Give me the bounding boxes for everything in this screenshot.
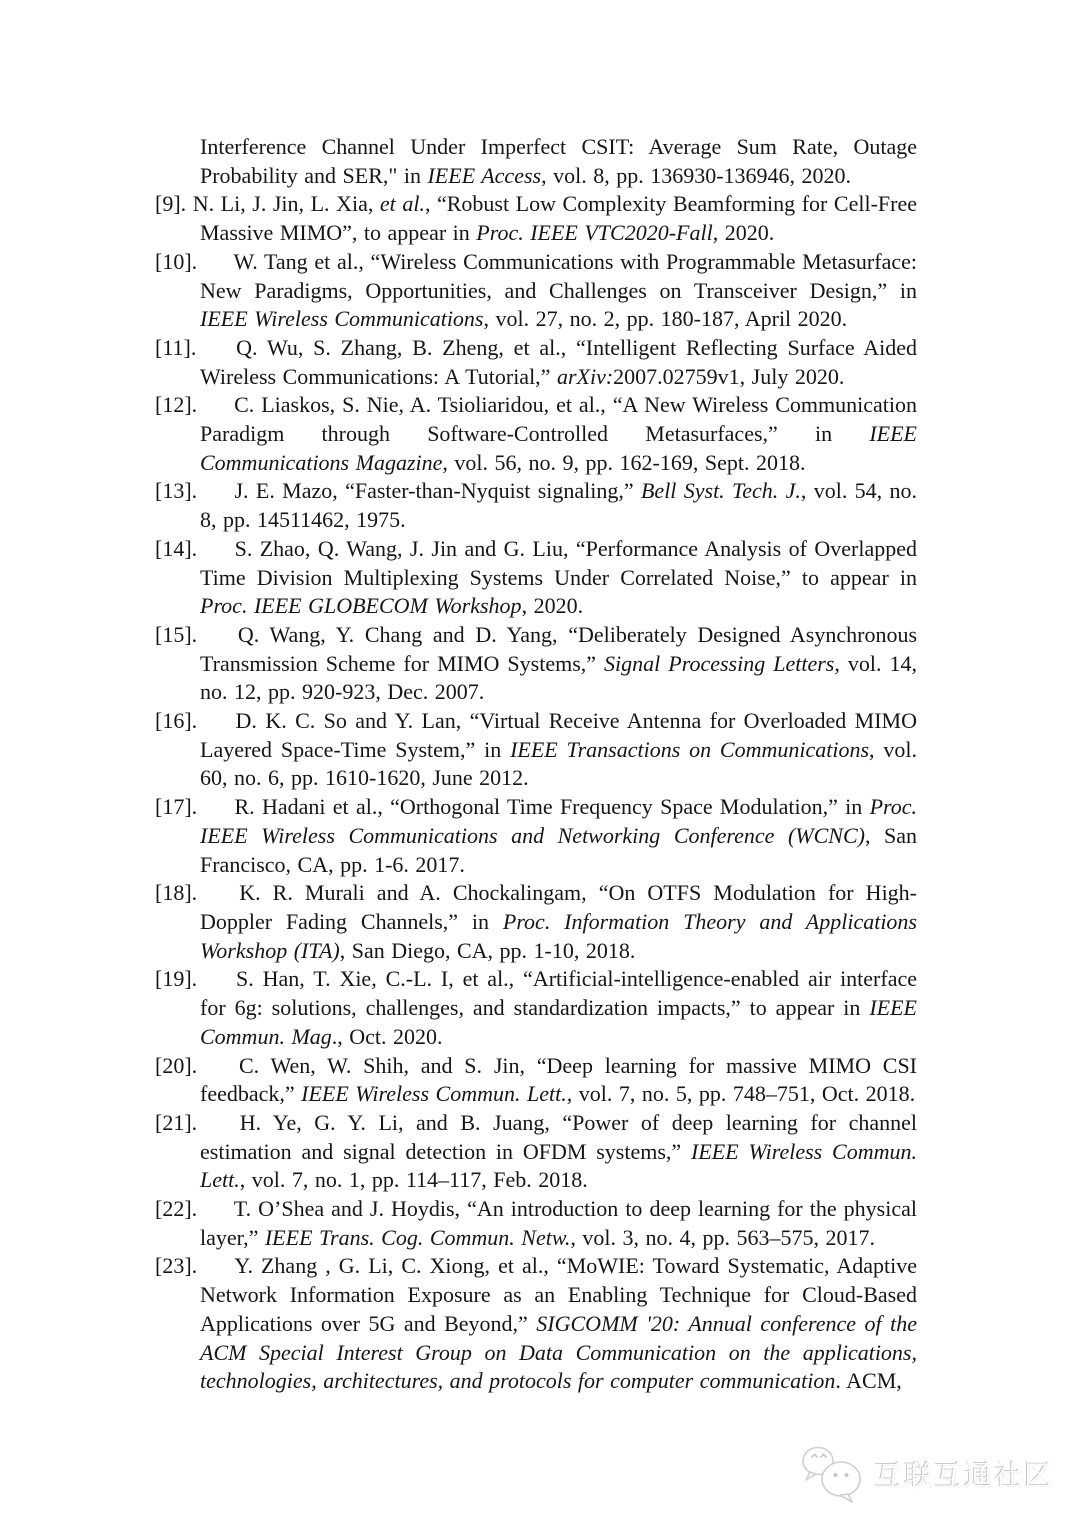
- text: , San Francisco, CA, pp. 1-6. 2017.: [200, 822, 918, 877]
- text: C. Liaskos, S. Nie, A. Tsioliaridou, et al., “A New Wireless Communication Paradigm through Software-Controlled Metasurfaces,” in: [200, 392, 917, 447]
- text: S. Han, T. Xie, C.-L. I, et al., “Artificial-intelligence-enabled air interface for 6g: solutions, challenges, and standardization impacts,” to appear in: [200, 966, 918, 1021]
- italic-text: Proc. IEEE Wireless Communications and Networking Conference (WCNC): [200, 794, 918, 848]
- italic-text: Signal Processing Letters: [604, 650, 835, 676]
- reference-number: [11].: [155, 334, 197, 360]
- reference-number: [9].: [155, 191, 187, 217]
- italic-text: IEEE Wireless Communications: [200, 306, 484, 332]
- reference-item: [155, 391, 917, 477]
- text: H. Ye, G. Y. Li, and B. Juang, “Power of deep learning for channel estimation and signal detection in OFDM systems,”: [200, 1109, 917, 1164]
- italic-text: Proc. Information Theory and Applications Workshop (ITA): [200, 908, 917, 963]
- reference-item: [155, 793, 917, 879]
- text: Q. Wang, Y. Chang and D. Yang, “Deliberately Designed Asynchronous Transmission Scheme for MIMO Systems,”: [200, 621, 918, 676]
- references-section: [155, 133, 917, 1396]
- text: W. Tang et al., “Wireless Communications with Programmable Metasurface: New Paradigms, Opportunities, and Challenges on Transceiver Design,” in: [200, 248, 917, 303]
- reference-number: [19].: [155, 966, 198, 992]
- italic-text: Bell Syst. Tech. J.: [640, 478, 801, 504]
- reference-item: [155, 477, 917, 534]
- reference-number: [23].: [155, 1253, 198, 1279]
- reference-item: [155, 707, 917, 793]
- text: Interference Channel Under Imperfect CSIT: Average Sum Rate, Outage Probability and SER," in: [200, 134, 917, 188]
- text: , vol. 60, no. 6, pp. 1610-1620, June 2012.: [200, 736, 917, 791]
- reference-number: [15].: [155, 621, 198, 647]
- reference-number: [10].: [155, 248, 198, 274]
- italic-text: IEEE Communications Magazine: [200, 421, 917, 475]
- reference-item: [155, 879, 917, 965]
- italic-text: IEEE Wireless Commun. Lett.: [200, 1138, 917, 1193]
- text: , 2020.: [712, 220, 775, 246]
- reference-8-continuation: [155, 133, 917, 190]
- watermark-text: 互联互通社区: [873, 1460, 1054, 1491]
- references-list: [155, 190, 917, 1396]
- text: , vol. 3, no. 4, pp. 563–575, 2017.: [570, 1224, 875, 1250]
- text: R. Hadani et al., “Orthogonal Time Frequency Space Modulation,” in: [234, 794, 870, 820]
- italic-text: IEEE Wireless Commun. Lett.,: [301, 1081, 573, 1107]
- italic-text: IEEE Commun. Mag: [200, 995, 917, 1049]
- reference-item: [155, 1252, 917, 1396]
- text: C. Wen, W. Shih, and S. Jin, “Deep learning for massive MIMO CSI feedback,”: [200, 1052, 918, 1107]
- reference-number: [22].: [155, 1196, 198, 1222]
- text: , “Robust Low Complexity Beamforming for Cell-Free Massive MIMO”, to appear in: [200, 191, 917, 246]
- text: Y. Zhang , G. Li, C. Xiong, et al., “MoWIE: Toward Systematic, Adaptive Network Information Exposure as an Enabling Technique for Cloud-Based Applications over 5G and Beyond,”: [200, 1253, 917, 1336]
- italic-text: SIGCOMM '20: Annual conference of the ACM Special Interest Group on Data Communication on the applications, technologies, architectures, and protocols for computer communication: [200, 1310, 917, 1394]
- text: Q. Wu, S. Zhang, B. Zheng, et al., “Intelligent Reflecting Surface Aided Wireless Communications: A Tutorial,”: [200, 334, 917, 389]
- reference-number: [16].: [155, 708, 198, 734]
- text: , vol. 56, no. 9, pp. 162-169, Sept. 2018.: [442, 449, 806, 475]
- reference-number: [17].: [155, 794, 198, 820]
- reference-item: [155, 621, 917, 707]
- italic-text: et al.: [379, 191, 425, 217]
- text: S. Zhao, Q. Wang, J. Jin and G. Liu, “Performance Analysis of Overlapped Time Division Multiplexing Systems Under Correlated Noise,” to appear in: [200, 535, 917, 590]
- text: K. R. Murali and A. Chockalingam, “On OTFS Modulation for High-Doppler Fading Channels,” in: [200, 880, 918, 934]
- reference-number: [20].: [155, 1052, 198, 1078]
- reference-item: [155, 965, 917, 1051]
- text: 2007.02759v1, July 2020.: [613, 363, 845, 389]
- reference-item: [155, 535, 917, 621]
- text: T. O’Shea and J. Hoydis, “An introduction to deep learning for the physical layer,”: [200, 1196, 918, 1250]
- italic-text: Proc. IEEE GLOBECOM Workshop: [200, 593, 522, 619]
- text: , vol. 54, no. 8, pp. 14511462, 1975.: [200, 478, 917, 533]
- reference-number: [12].: [155, 392, 198, 418]
- text: D. K. C. So and Y. Lan, “Virtual Receive Antenna for Overloaded MIMO Layered Space-Time System,” in: [200, 708, 918, 762]
- reference-item: [155, 1109, 917, 1195]
- italic-text: IEEE Trans. Cog. Commun. Netw.: [264, 1224, 571, 1250]
- reference-number: [13].: [155, 478, 198, 504]
- reference-number: [14].: [155, 535, 198, 561]
- text: , vol. 14, no. 12, pp. 920-923, Dec. 2007.: [200, 650, 917, 705]
- text: J. E. Mazo, “Faster-than-Nyquist signaling,”: [234, 478, 641, 504]
- reference-number: [21].: [155, 1109, 198, 1135]
- text: vol. 7, no. 5, pp. 748–751, Oct. 2018.: [572, 1081, 916, 1107]
- text: , vol. 27, no. 2, pp. 180-187, April 2020.: [483, 306, 848, 332]
- text: N. Li, J. Jin, L. Xia,: [192, 191, 380, 217]
- text: , vol. 7, no. 1, pp. 114–117, Feb. 2018.: [239, 1167, 588, 1193]
- text: , 2020.: [521, 593, 584, 619]
- reference-item: [155, 334, 917, 391]
- reference-item: [155, 1195, 917, 1252]
- text: , vol. 8, pp. 136930-136946, 2020.: [541, 162, 852, 188]
- wechat-icon: [800, 1444, 866, 1504]
- reference-item: [155, 248, 917, 334]
- reference-item: [155, 1052, 917, 1109]
- reference-item: [155, 190, 917, 247]
- italic-text: Proc. IEEE VTC2020-Fall: [476, 220, 713, 246]
- italic-text: IEEE Transactions on Communications: [510, 736, 870, 762]
- text: . ACM,: [835, 1368, 902, 1394]
- watermark: [800, 1444, 1054, 1504]
- reference-number: [18].: [155, 880, 198, 906]
- italic-text: IEEE Access: [427, 162, 542, 188]
- italic-text: arXiv:: [556, 363, 614, 389]
- text: ., Oct. 2020.: [331, 1023, 443, 1049]
- text: , San Diego, CA, pp. 1-10, 2018.: [339, 937, 636, 963]
